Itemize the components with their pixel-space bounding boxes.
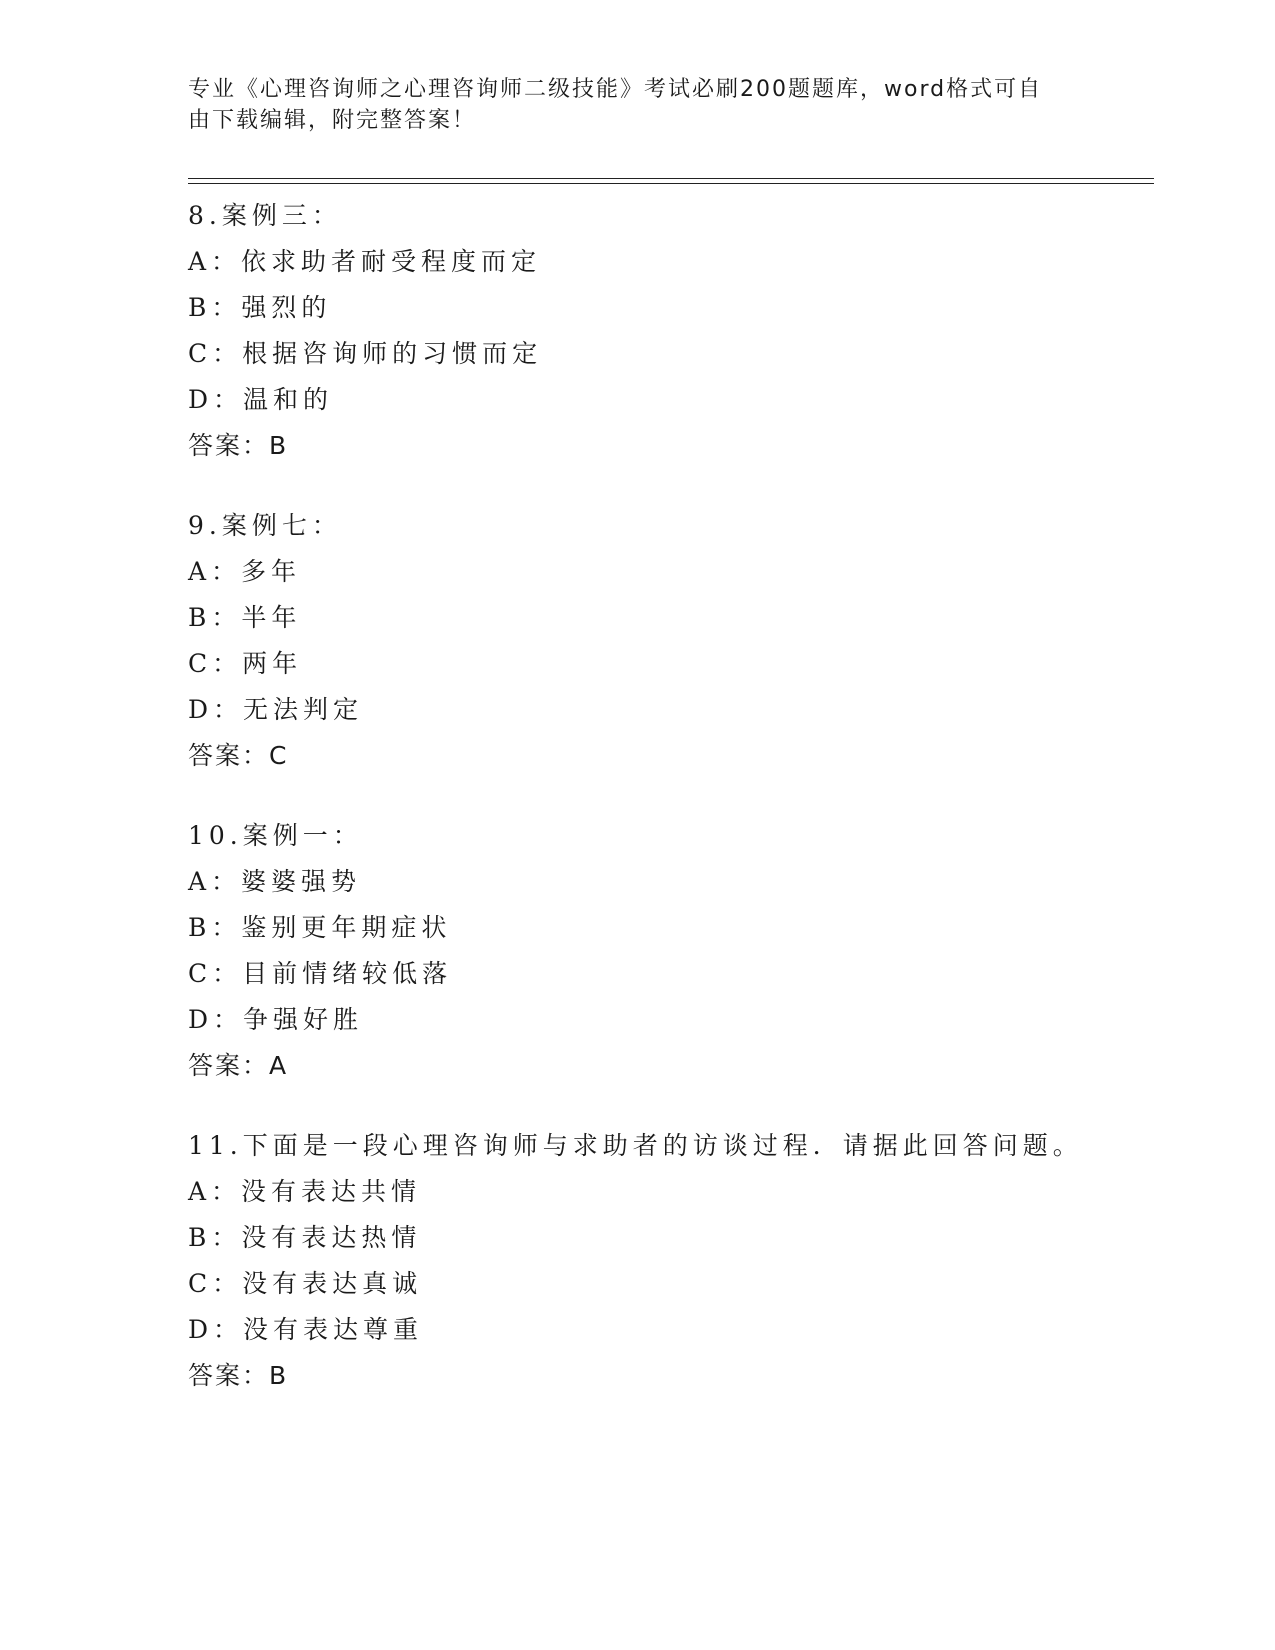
question-9 [188,503,1154,779]
header-line-1: 专业《心理咨询师之心理咨询师二级技能》考试必刷200题题库，word格式可自 [188,77,1043,102]
question-title: 11.下面是一段心理咨询师与求助者的访谈过程．请据此回答问题。 [188,1131,1083,1160]
document-header [188,74,1068,136]
header-divider-top [188,178,1154,179]
option-b: B：半年 [188,603,302,632]
option-d: D：没有表达尊重 [188,1315,424,1344]
question-title: 8.案例三： [188,201,342,230]
option-d: D：温和的 [188,385,334,414]
option-b: B：没有表达热情 [188,1223,422,1252]
question-list [188,193,1154,1433]
option-d: D：无法判定 [188,695,364,724]
header-divider-bottom [188,183,1154,184]
option-a: A：依求助者耐受程度而定 [188,247,542,276]
option-b: B：鉴别更年期症状 [188,913,452,942]
option-b: B：强烈的 [188,293,332,322]
answer-line: 答案：B [188,1361,289,1390]
option-c: C：根据咨询师的习惯而定 [188,339,543,368]
option-d: D：争强好胜 [188,1005,364,1034]
answer-line: 答案：A [188,1051,289,1080]
option-a: A：婆婆强势 [188,867,362,896]
option-c: C：两年 [188,649,303,678]
header-line-2: 由下载编辑，附完整答案！ [188,108,477,133]
answer-line: 答案：C [188,741,289,770]
option-a: A：多年 [188,557,302,586]
option-c: C：没有表达真诚 [188,1269,423,1298]
question-title: 10.案例一： [188,821,363,850]
question-11 [188,1123,1154,1399]
option-a: A：没有表达共情 [188,1177,422,1206]
question-title: 9.案例七： [188,511,342,540]
question-10 [188,813,1154,1089]
question-8 [188,193,1154,469]
option-c: C：目前情绪较低落 [188,959,453,988]
answer-line: 答案：B [188,431,289,460]
